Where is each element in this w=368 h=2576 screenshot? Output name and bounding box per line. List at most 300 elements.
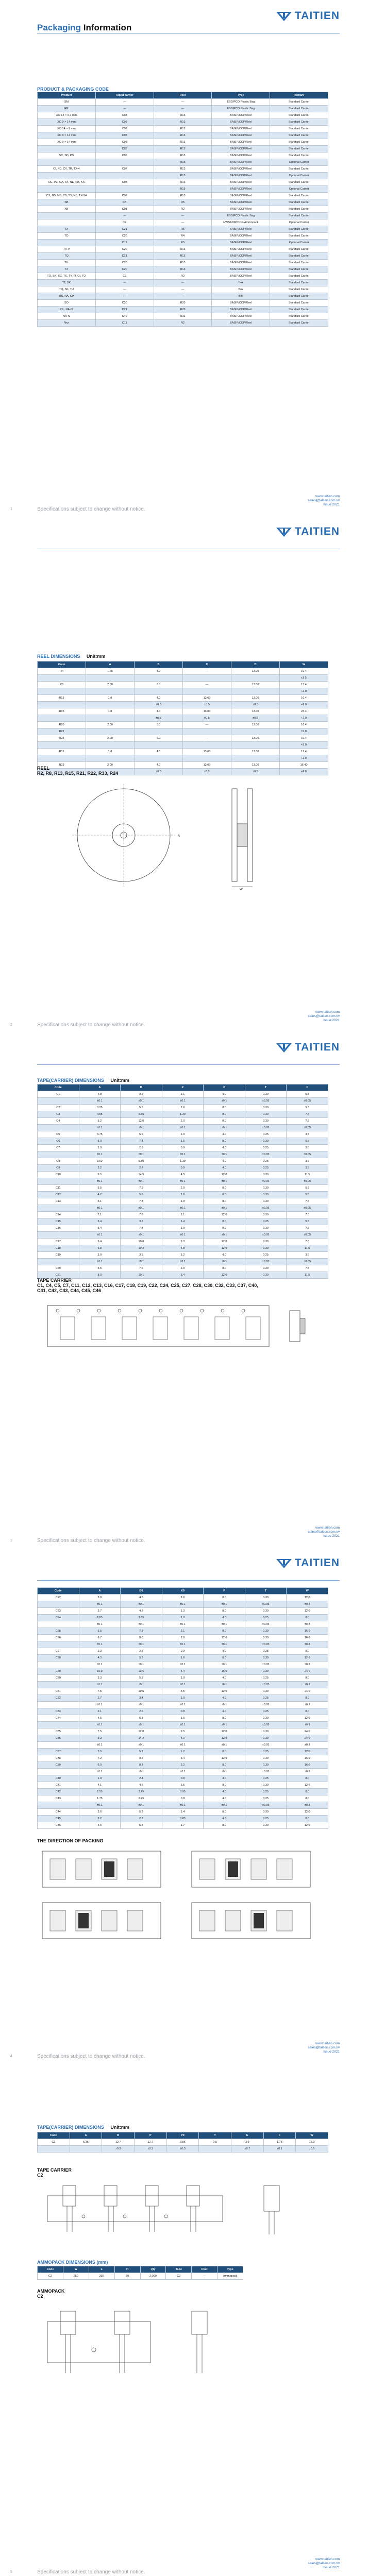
table-cell: 6.0 xyxy=(79,1762,121,1769)
table-cell: 2.6 xyxy=(121,1145,162,1151)
footer-url-link[interactable]: www.taitien.com xyxy=(315,2042,340,2045)
table-cell: BASIP/COP/Reel xyxy=(212,320,270,327)
table-cell: 4.0 xyxy=(204,1158,245,1165)
table-row xyxy=(38,1755,328,1762)
table-cell: 0.30 xyxy=(245,1272,287,1279)
table-cell: 3.4 xyxy=(79,1218,121,1225)
svg-text:W: W xyxy=(240,888,243,891)
table-row xyxy=(38,300,328,307)
table-cell: 6.35 xyxy=(70,2139,102,2146)
col-header: P0 xyxy=(166,2132,199,2139)
table-cell: 7.4 xyxy=(121,1138,162,1145)
footer-url-link[interactable]: www.taitien.com xyxy=(315,1526,340,1530)
table-cell: ±0.1 xyxy=(79,1742,121,1749)
col-header: Taped carrier xyxy=(95,92,154,99)
table-cell: 14.5 xyxy=(121,1172,162,1178)
table-cell: Standard Carrier xyxy=(270,213,328,219)
table-cell: C9 xyxy=(38,1165,79,1172)
table-cell: 12.0 xyxy=(204,1239,245,1245)
table-cell: XB xyxy=(38,206,96,213)
table-row xyxy=(38,1198,328,1205)
table-cell: 0.30 xyxy=(245,1735,287,1742)
table-cell: 24.4 xyxy=(280,708,328,715)
table-cell: C43 xyxy=(38,1795,79,1802)
header-rule xyxy=(37,1580,340,1581)
table-cell: R33 xyxy=(38,762,86,769)
table-cell: 13.00 xyxy=(231,749,280,755)
table-cell: 1.3 xyxy=(162,1608,204,1615)
table-cell: 12.0 xyxy=(287,1809,328,1816)
table-cell: ±0.1 xyxy=(79,1641,121,1648)
table-cell: CI, PD, CV, TR, TX-4 xyxy=(38,166,96,173)
table-cell: — xyxy=(192,2273,218,2280)
table-cell xyxy=(86,755,135,762)
table-cell: 4.2 xyxy=(79,1192,121,1198)
table-cell: ±0.1 xyxy=(204,1098,245,1105)
table-cell: 13.6 xyxy=(121,1668,162,1675)
table-cell: 12.0 xyxy=(204,1272,245,1279)
table-row xyxy=(38,1205,328,1212)
table-cell: 0.30 xyxy=(245,1822,287,1829)
table-cell: 8.0 xyxy=(204,1782,245,1789)
table-cell: C7 xyxy=(38,1145,79,1151)
table-cell: 8.0 xyxy=(204,1595,245,1601)
table-cell xyxy=(70,2146,102,2153)
table-cell xyxy=(231,688,280,695)
table-cell: — xyxy=(154,106,212,112)
table-row xyxy=(38,260,328,266)
taitien-logo-icon xyxy=(276,1041,292,1054)
footer-spec-text: Specifications subject to change without notice. xyxy=(37,1022,145,1028)
table-cell xyxy=(38,1702,79,1708)
table-row xyxy=(38,213,328,219)
table-cell: C42 xyxy=(38,1789,79,1795)
table-cell: ±0.1 xyxy=(204,1742,245,1749)
table-cell: 3.5 xyxy=(287,1145,328,1151)
table-cell: Standard Carrier xyxy=(270,152,328,159)
table-cell: 1.5 xyxy=(162,1782,204,1789)
table-cell: 4.0 xyxy=(135,762,183,769)
table-cell: 2.8 xyxy=(121,1648,162,1655)
table-cell: ±0.05 xyxy=(245,1641,287,1648)
table-cell: ±0.05 xyxy=(245,1769,287,1775)
table-row xyxy=(38,1662,328,1668)
table-cell: ±0.05 xyxy=(287,1151,328,1158)
table-cell: 3.5 xyxy=(287,1131,328,1138)
table-cell: 0.30 xyxy=(245,1138,287,1145)
table-cell: BASIP/COP/Reel xyxy=(212,260,270,266)
table-cell: — xyxy=(154,99,212,106)
col-header: K xyxy=(162,1084,204,1091)
table-cell: ±0.1 xyxy=(121,1601,162,1608)
table-cell: 335 xyxy=(89,2273,114,2280)
table-cell xyxy=(86,702,135,708)
table-cell: Standard Carrier xyxy=(270,246,328,253)
table-cell: 12.0 xyxy=(204,1755,245,1762)
table-cell: 1.0 xyxy=(162,1695,204,1702)
table-cell: 2.00 xyxy=(86,762,135,769)
footer-urls xyxy=(308,2042,340,2054)
table-cell: 250 xyxy=(63,2273,89,2280)
table-cell: 8.0 xyxy=(204,1655,245,1662)
table-cell xyxy=(38,1802,79,1809)
page-header xyxy=(0,1031,368,1067)
table-cell: 16.0 xyxy=(287,1755,328,1762)
table-cell: Standard Carrier xyxy=(270,280,328,286)
table-cell: 4.0 xyxy=(135,708,183,715)
table-cell: ±0.3 xyxy=(102,2146,135,2153)
table-cell: — xyxy=(95,213,154,219)
table-cell: C21 xyxy=(95,307,154,313)
table-cell xyxy=(95,159,154,166)
table-cell: ±0.05 xyxy=(245,1802,287,1809)
table-cell: R13 xyxy=(154,166,212,173)
table-cell: 5.80 xyxy=(121,1158,162,1165)
table-cell: 3.25 xyxy=(121,1789,162,1795)
table-cell: 8.3 xyxy=(121,1762,162,1769)
table-cell: C03 xyxy=(95,193,154,199)
table-cell: ±0.1 xyxy=(121,1125,162,1131)
table-cell: BASIP/COP/Reel xyxy=(212,166,270,173)
table-cell: 4.0 xyxy=(204,1131,245,1138)
table-row xyxy=(38,1722,328,1728)
table-cell: 12.7 xyxy=(134,2139,166,2146)
table-row xyxy=(38,1762,328,1769)
table-cell: BASIP/COP/Reel xyxy=(212,132,270,139)
table-cell: C17 xyxy=(38,1239,79,1245)
table-cell: HWSADIP/COP/Ammopack xyxy=(212,219,270,226)
table-cell xyxy=(231,675,280,682)
table-cell xyxy=(38,159,96,166)
table-cell: 4.5 xyxy=(121,1595,162,1601)
table-row xyxy=(38,1138,328,1145)
table-cell: ±0.1 xyxy=(204,1662,245,1668)
table-cell: 5.8 xyxy=(121,1822,162,1829)
table-cell: 10.5 xyxy=(121,1688,162,1695)
col-header: A xyxy=(70,2132,102,2139)
table-cell xyxy=(38,213,96,219)
table-row xyxy=(38,1185,328,1192)
table-cell: ±0.1 xyxy=(204,1722,245,1728)
footer-email[interactable]: sales@taitien.com.tw xyxy=(308,2562,340,2565)
table-cell: 7.5 xyxy=(121,1265,162,1272)
table-cell: 7.3 xyxy=(121,1628,162,1635)
table-cell: BASIP/COP/Reel xyxy=(212,146,270,152)
table-cell: 3.9 xyxy=(231,2139,263,2146)
table-cell: 0.95 xyxy=(162,1789,204,1795)
table-cell: 8.0 xyxy=(204,1809,245,1816)
table-cell: 13.00 xyxy=(231,735,280,742)
table-cell: R13 xyxy=(154,179,212,186)
table-cell: 9.8 xyxy=(121,1755,162,1762)
table-cell: ±0.05 xyxy=(287,1098,328,1105)
table-cell: BASIP/COP/Reel xyxy=(212,139,270,146)
table-cell: C30 xyxy=(38,1675,79,1682)
table-row xyxy=(38,688,328,695)
table-cell: BASIP/COP/Reel xyxy=(212,273,270,280)
table-cell: R13 xyxy=(154,139,212,146)
table-cell: 0.9 xyxy=(162,1648,204,1655)
footer-email[interactable]: sales@taitien.com.tw xyxy=(308,1530,340,1534)
footer-issue: Issue 2021 xyxy=(323,503,340,506)
table-row xyxy=(38,695,328,702)
col-header: L xyxy=(89,2266,114,2273)
table-cell: ±0.05 xyxy=(245,1151,287,1158)
table-row xyxy=(38,146,328,152)
table-cell: ±0.1 xyxy=(79,1722,121,1728)
table-cell: 7.1 xyxy=(79,1212,121,1218)
table-cell: BASIP/COP/Reel xyxy=(212,159,270,166)
table-cell: C3 xyxy=(95,199,154,206)
table-cell: ±0.1 xyxy=(162,1662,204,1668)
table-cell: 7.5 xyxy=(287,1118,328,1125)
table-cell: 8.0 xyxy=(287,1695,328,1702)
table-cell: — xyxy=(154,213,212,219)
table-cell: — xyxy=(183,735,231,742)
table-cell: 5.9 xyxy=(121,1131,162,1138)
table-cell: 8.0 xyxy=(204,1762,245,1769)
table-row xyxy=(38,1259,328,1265)
table-cell: ±0.1 xyxy=(162,1722,204,1728)
table-cell: 13.00 xyxy=(231,695,280,702)
table-cell: 2.25 xyxy=(121,1795,162,1802)
brand-logo: TAITIEN xyxy=(276,1555,340,1571)
table-cell: TK xyxy=(38,260,96,266)
table-cell: 8.0 xyxy=(204,1198,245,1205)
table-cell: — xyxy=(183,668,231,675)
table-cell: 10.9 xyxy=(79,1668,121,1675)
col-header: Reel xyxy=(192,2266,218,2273)
table-cell: ±0.1 xyxy=(162,1702,204,1708)
table-cell: 2.0 xyxy=(162,1185,204,1192)
table-cell: 10.8 xyxy=(121,1239,162,1245)
table-cell: 5.1 xyxy=(79,1198,121,1205)
table-row xyxy=(38,1125,328,1131)
table-cell: 5.9 xyxy=(121,1655,162,1662)
table-cell: 12.0 xyxy=(204,1688,245,1695)
col-header: A xyxy=(86,662,135,668)
reel-drawing xyxy=(62,784,320,892)
table-cell: R8 xyxy=(38,682,86,688)
col-header: Remark xyxy=(270,92,328,99)
table-cell: 5.0 xyxy=(135,722,183,728)
table-cell xyxy=(38,2146,70,2153)
table-cell: 0.25 xyxy=(245,1165,287,1172)
table-cell: ±0.1 xyxy=(204,1702,245,1708)
table-cell: ±0.05 xyxy=(287,1259,328,1265)
table-row xyxy=(38,286,328,293)
table-cell: 12.0 xyxy=(121,1118,162,1125)
table-cell: ±0.05 xyxy=(245,1682,287,1688)
table-cell: Standard Carrier xyxy=(270,266,328,273)
table-cell xyxy=(38,1098,79,1105)
table-cell: Standard Carrier xyxy=(270,286,328,293)
table-cell: Box xyxy=(212,293,270,300)
table-cell: 0.30 xyxy=(245,1111,287,1118)
table-cell: 13.00 xyxy=(231,708,280,715)
table-cell: 7.5 xyxy=(287,1111,328,1118)
table-cell: 12.0 xyxy=(287,1782,328,1789)
footer-email[interactable]: sales@taitien.com.tw xyxy=(308,1014,340,1018)
page-4 xyxy=(0,1547,368,2063)
table-cell: R15 xyxy=(154,173,212,179)
table-cell: 3.4 xyxy=(121,1695,162,1702)
table-cell xyxy=(38,1259,79,1265)
table-cell: 5.5 xyxy=(287,1138,328,1145)
table-cell: ±0.3 xyxy=(287,1702,328,1708)
table-row xyxy=(38,132,328,139)
table-cell: 2.1 xyxy=(162,1212,204,1218)
table-cell: R2 xyxy=(154,273,212,280)
table-row xyxy=(38,1265,328,1272)
footer-email[interactable]: sales@taitien.com.tw xyxy=(308,499,340,502)
footer-url-link[interactable]: www.taitien.com xyxy=(315,495,340,498)
table-cell: 1.9 xyxy=(79,1775,121,1782)
table-cell: 3.4 xyxy=(162,1755,204,1762)
table-cell: C39 xyxy=(38,1762,79,1769)
table-cell: — xyxy=(95,293,154,300)
table-cell: 2.0 xyxy=(162,1265,204,1272)
table-cell: 5.6 xyxy=(121,1192,162,1198)
table-row xyxy=(38,1245,328,1252)
table-cell: C08 xyxy=(95,139,154,146)
table-cell: BASIP/COP/Reel xyxy=(212,307,270,313)
table-cell: Standard Carrier xyxy=(270,193,328,199)
table-cell: ±0.3 xyxy=(134,2146,166,2153)
table-cell: Standard Carrier xyxy=(270,206,328,213)
table-row xyxy=(38,682,328,688)
table-cell: SM xyxy=(38,99,96,106)
table-row xyxy=(38,1728,328,1735)
table-cell: Nxx xyxy=(38,320,96,327)
table-cell: HS, NA, KP xyxy=(38,293,96,300)
table-cell: 0.30 xyxy=(245,1655,287,1662)
table-row xyxy=(38,1708,328,1715)
table-cell: ±0.1 xyxy=(79,1259,121,1265)
footer-url-link[interactable]: www.taitien.com xyxy=(315,1010,340,1014)
table-cell: R15 xyxy=(154,186,212,193)
table-cell: ±0.1 xyxy=(162,1178,204,1185)
table-cell: 4.1 xyxy=(79,1782,121,1789)
table-cell: 2.00 xyxy=(86,722,135,728)
table-cell: Standard Carrier xyxy=(270,146,328,152)
table-cell: 0.25 xyxy=(245,1615,287,1621)
col-header: W xyxy=(287,1588,328,1595)
table-row xyxy=(38,708,328,715)
table-row xyxy=(38,1158,328,1165)
table-cell: 0.30 xyxy=(245,1265,287,1272)
table-row xyxy=(38,313,328,320)
carrier-title: TAPE CARRIER xyxy=(37,1278,72,1283)
table-cell: 1.6 xyxy=(162,1192,204,1198)
ammo-title: AMMOPACK xyxy=(37,2289,65,2294)
table-cell: 0.25 xyxy=(245,1131,287,1138)
table-cell: 8.0 xyxy=(204,1218,245,1225)
col-header: E xyxy=(231,2132,263,2139)
table-cell: BASIP/COP/Reel xyxy=(212,266,270,273)
table-row xyxy=(38,1218,328,1225)
table-cell: 4.5 xyxy=(162,1172,204,1178)
table-cell: 1.8 xyxy=(86,749,135,755)
table-cell: 0.30 xyxy=(245,1668,287,1675)
table-cell: R2 xyxy=(154,206,212,213)
table-cell: ±0.05 xyxy=(245,1259,287,1265)
table-cell: ±0.05 xyxy=(287,1125,328,1131)
table-cell: 3.5 xyxy=(287,1158,328,1165)
table-row xyxy=(38,675,328,682)
table-cell: 12.0 xyxy=(204,1735,245,1742)
table-cell: C25 xyxy=(38,1628,79,1635)
table-cell xyxy=(38,1682,79,1688)
table-cell: 0.25 xyxy=(245,1775,287,1782)
table-cell: R22 xyxy=(38,728,86,735)
table-cell: 0.30 xyxy=(245,1118,287,1125)
table-cell: 9.35 xyxy=(121,1111,162,1118)
table-cell: C31 xyxy=(38,1688,79,1695)
table-cell: R20 xyxy=(154,300,212,307)
table-cell: 8.0 xyxy=(287,1795,328,1802)
table-cell: 5.5 xyxy=(287,1192,328,1198)
table-row xyxy=(38,1091,328,1098)
table-cell: ESD/PCO Plastic Bag xyxy=(212,106,270,112)
table-cell: ±0.3 xyxy=(287,1769,328,1775)
col-header: W xyxy=(63,2266,89,2273)
table-cell xyxy=(183,728,231,735)
table-cell: C07 xyxy=(95,166,154,173)
table-cell: Standard Carrier xyxy=(270,273,328,280)
table-cell: Optional Carrier xyxy=(270,159,328,166)
table-cell: 0.8 xyxy=(162,1708,204,1715)
table-row xyxy=(38,762,328,769)
table-row xyxy=(38,307,328,313)
footer-email[interactable]: sales@taitien.com.tw xyxy=(308,2046,340,2049)
table-cell: C20 xyxy=(38,1265,79,1272)
table-cell: RP xyxy=(38,106,96,112)
table-cell: ±0.1 xyxy=(204,1232,245,1239)
table-cell xyxy=(199,2146,231,2153)
table-cell: 0.30 xyxy=(245,1628,287,1635)
table-cell: 1.75 xyxy=(263,2139,296,2146)
table-cell: ±0.3 xyxy=(287,1641,328,1648)
table-cell: 0.25 xyxy=(245,1158,287,1165)
table-cell: 16.0 xyxy=(287,1628,328,1635)
table-cell: 5.3 xyxy=(121,1809,162,1816)
table-cell: Standard Carrier xyxy=(270,119,328,126)
table-cell: 4.0 xyxy=(135,668,183,675)
table-row xyxy=(38,1648,328,1655)
table-cell xyxy=(38,715,86,722)
table-cell xyxy=(86,715,135,722)
table-cell: 5.5 xyxy=(79,1265,121,1272)
table-cell: C20 xyxy=(95,233,154,240)
page-number: 4 xyxy=(10,2055,12,2058)
table-cell: +2.0 xyxy=(280,715,328,722)
table-cell: 0.25 xyxy=(245,1675,287,1682)
table-cell: 9.2 xyxy=(79,1735,121,1742)
table-cell: 12.0 xyxy=(287,1749,328,1755)
table-cell: R13 xyxy=(154,132,212,139)
table-row xyxy=(38,2273,243,2280)
footer-url-link[interactable]: www.taitien.com xyxy=(315,2557,340,2561)
table-row xyxy=(38,1272,328,1279)
table-cell: ±0.05 xyxy=(287,1205,328,1212)
table-cell: C2 xyxy=(95,219,154,226)
table-row xyxy=(38,159,328,166)
table-cell: 2.7 xyxy=(121,1165,162,1172)
page-3 xyxy=(0,1031,368,1547)
table-cell: C15 xyxy=(38,1218,79,1225)
table-cell: ±0.1 xyxy=(121,1232,162,1239)
